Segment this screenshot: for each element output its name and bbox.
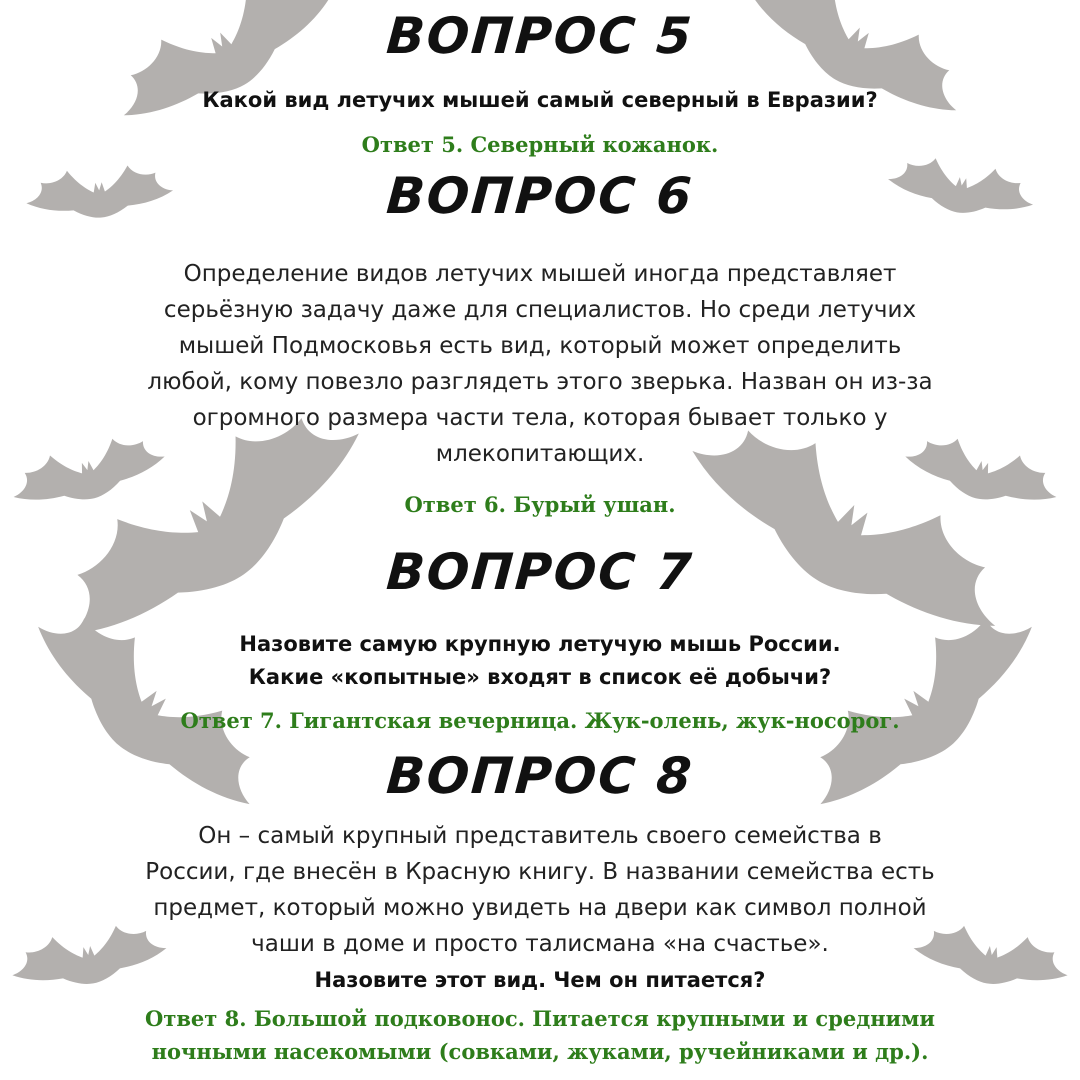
question-8-text xyxy=(0,818,1080,962)
question-7-text xyxy=(0,628,1080,694)
question-8-line: предмет, который можно увидеть на двери как символ полной xyxy=(153,895,927,921)
question-5-text: Какой вид летучих мышей самый северный в Евразии? xyxy=(202,88,878,112)
question-8-line: Он – самый крупный представитель своего семейства в xyxy=(198,823,882,849)
question-8-line: России, где внесён в Красную книгу. В названии семейства есть xyxy=(145,859,935,885)
question-7-heading: ВОПРОС 7 xyxy=(384,543,696,601)
question-6-line: любой, кому повезло разглядеть этого зверька. Назван он из-за xyxy=(147,369,933,395)
question-5-heading: ВОПРОС 5 xyxy=(384,7,696,65)
question-6-line: огромного размера части тела, которая бывает только у xyxy=(192,405,888,431)
question-6-line: мышей Подмосковья есть вид, который может определить xyxy=(178,333,902,359)
answer-5-text: Ответ 5. Северный кожанок. xyxy=(361,132,719,157)
question-7-line: Назовите самую крупную летучую мышь России. xyxy=(239,632,841,656)
question-8-prompt: Назовите этот вид. Чем он питается? xyxy=(314,968,766,992)
question-8-line: чаши в доме и просто талисмана «на счастье». xyxy=(251,931,829,957)
question-6-heading: ВОПРОС 6 xyxy=(384,167,696,225)
question-6-line: серьёзную задачу даже для специалистов. Но среди летучих xyxy=(163,297,917,323)
answer-8-line: ночными насекомыми (совками, жуками, ручейниками и др.). xyxy=(151,1039,929,1064)
question-6-text xyxy=(0,256,1080,472)
question-6-line: млекопитающих. xyxy=(435,441,645,467)
question-8-heading: ВОПРОС 8 xyxy=(384,747,696,805)
answer-7-text: Ответ 7. Гигантская вечерница. Жук-олень, жук-носорог. xyxy=(180,708,900,733)
question-6-line: Определение видов летучих мышей иногда представляет xyxy=(183,261,897,287)
answer-8-line: Ответ 8. Большой подковонос. Питается крупными и средними xyxy=(145,1006,935,1031)
question-7-line: Какие «копытные» входят в список её добычи? xyxy=(248,665,832,689)
answer-6-text: Ответ 6. Бурый ушан. xyxy=(404,492,676,517)
answer-8-text xyxy=(0,1002,1080,1068)
